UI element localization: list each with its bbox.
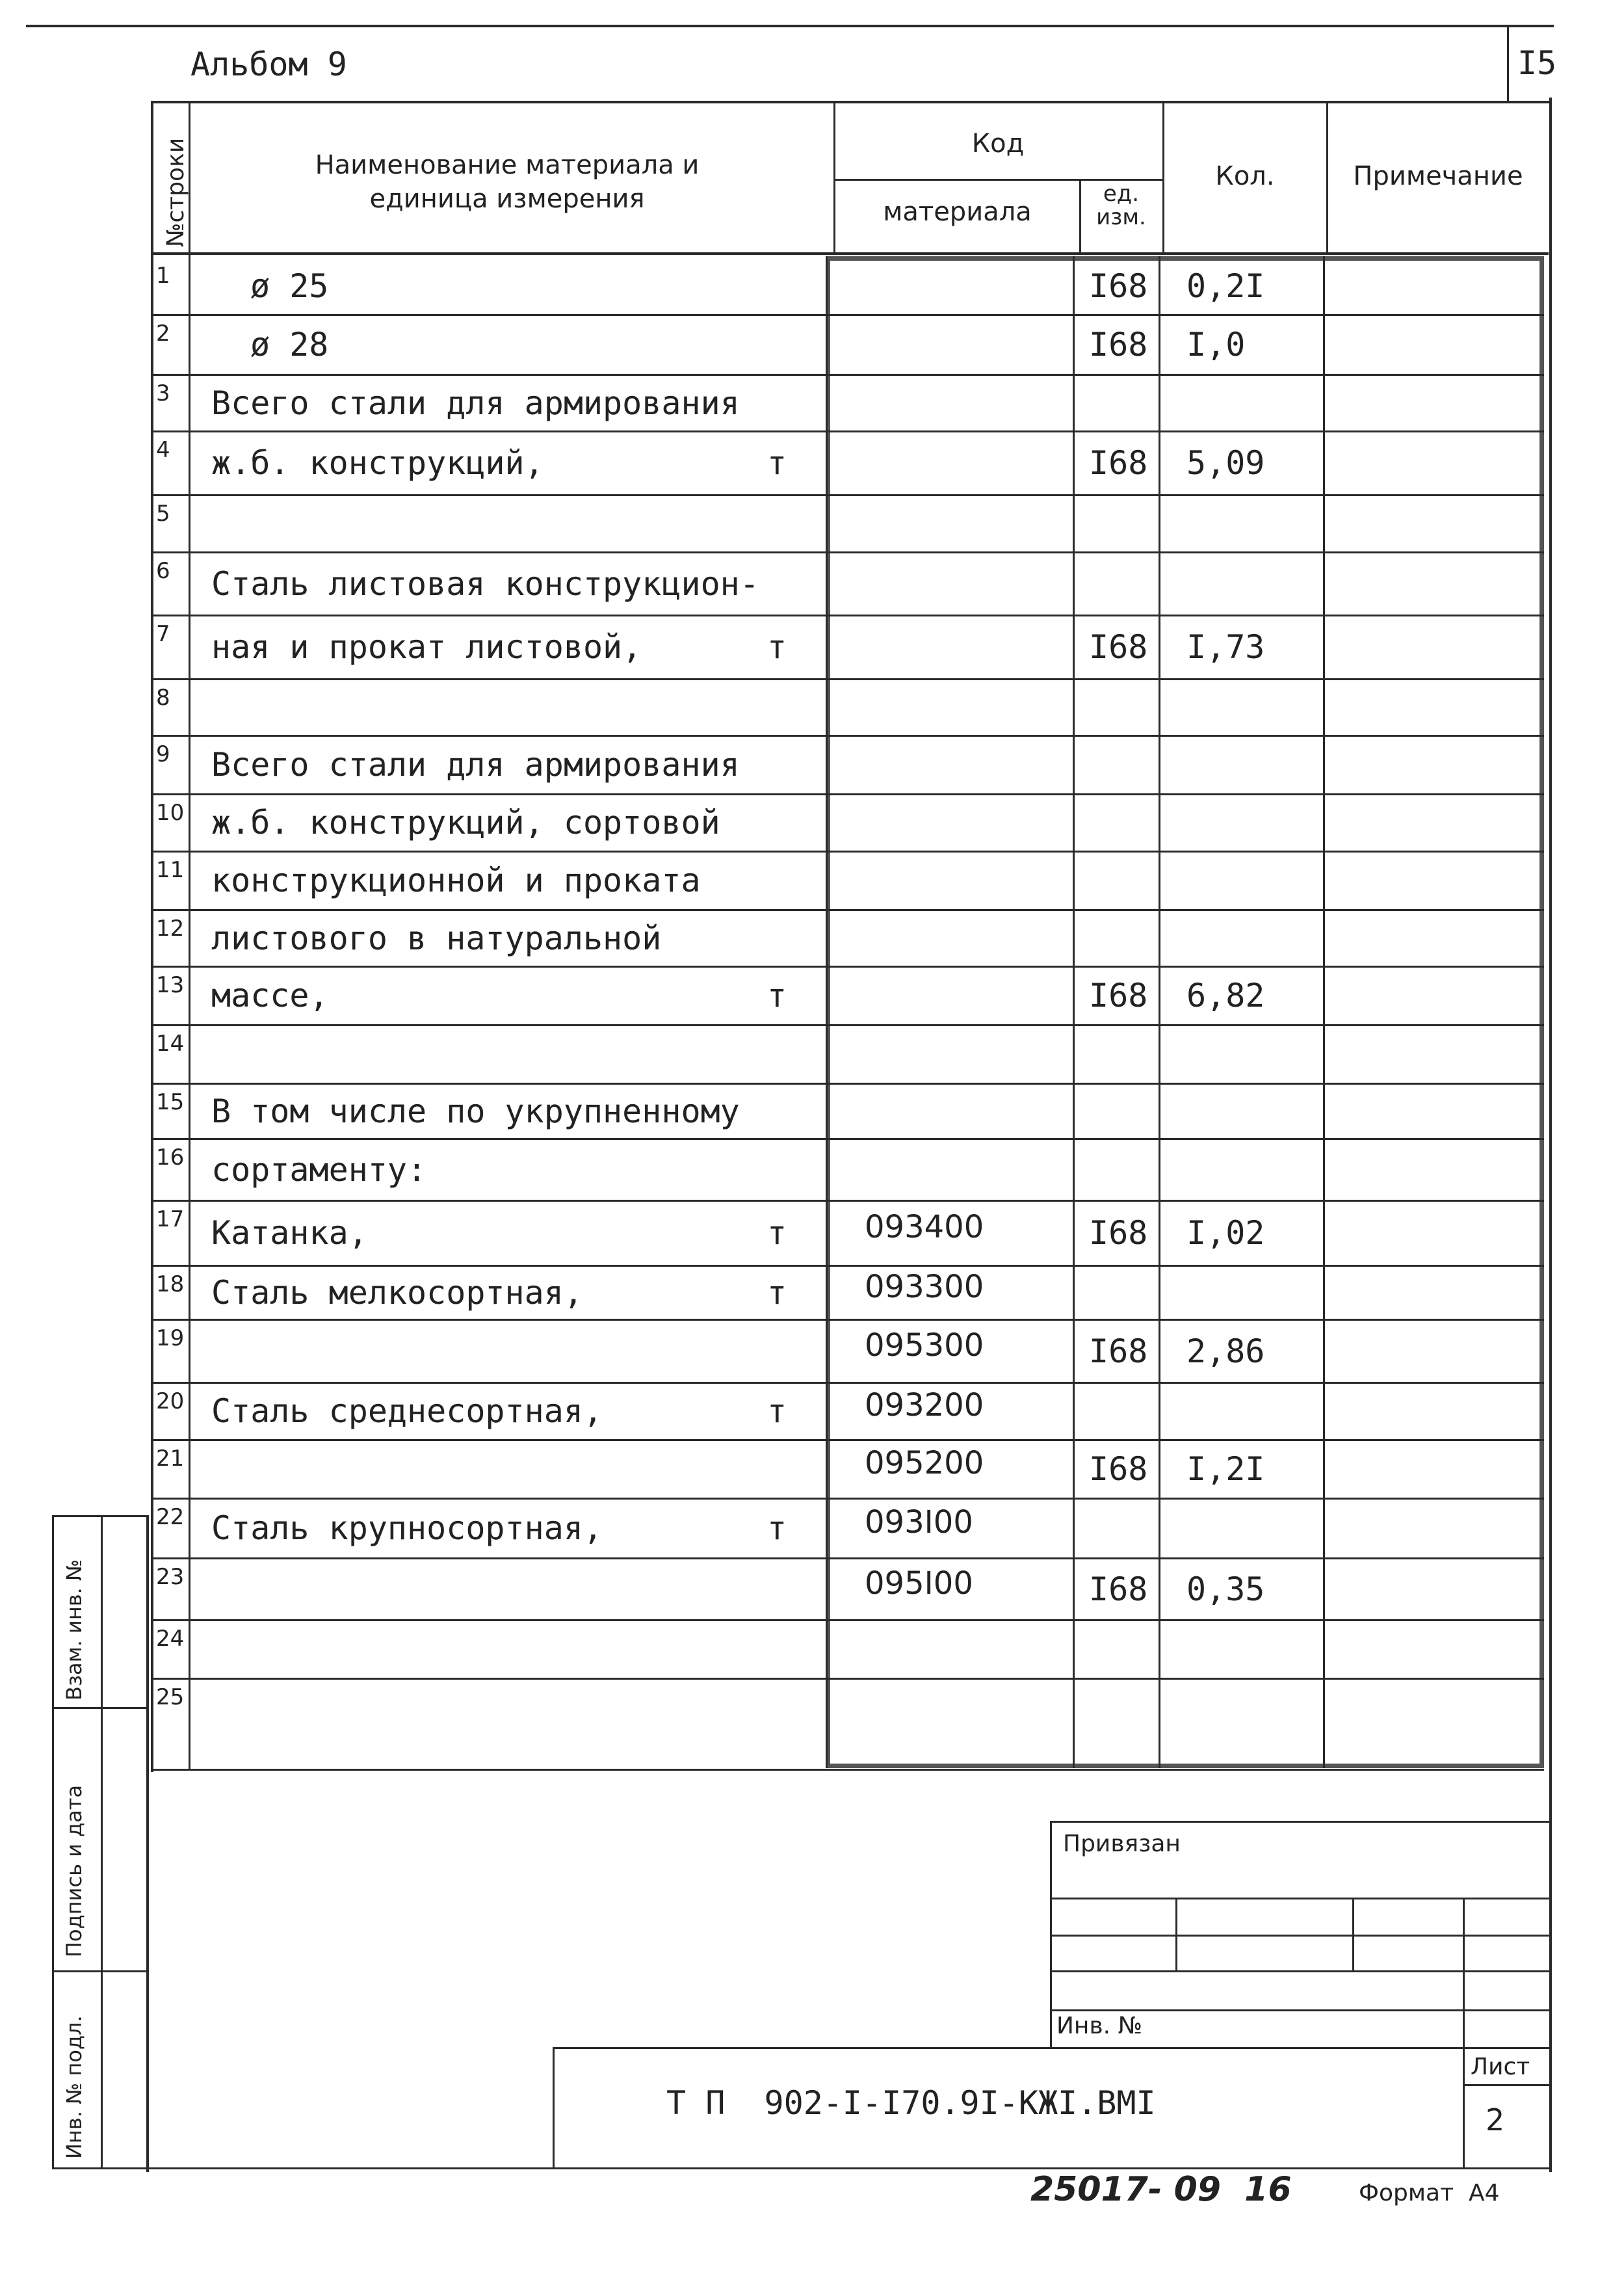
row-name: Сталь мелкосортная, xyxy=(211,1273,583,1312)
header-code-unit: ед. изм. xyxy=(1096,181,1146,230)
side-stamp-div2 xyxy=(52,1970,148,1972)
row-line xyxy=(151,1382,1544,1384)
row-unit: I68 xyxy=(1089,267,1148,305)
row-unit-t: т xyxy=(767,444,787,482)
row-unit: I68 xyxy=(1089,1214,1148,1252)
row-qty: 2,86 xyxy=(1186,1332,1265,1370)
row-number: 6 xyxy=(156,558,170,584)
row-line xyxy=(151,851,1544,853)
row-name: ная и прокат листовой, xyxy=(211,628,642,666)
row-unit: I68 xyxy=(1089,1570,1148,1608)
side-vzam: Взам. инв. № xyxy=(62,1559,86,1700)
row-unit-t: т xyxy=(767,1392,787,1430)
row-unit-t: т xyxy=(767,1509,787,1547)
row-qty: I,0 xyxy=(1186,326,1246,364)
row-line xyxy=(151,678,1544,680)
row-name: ø 25 xyxy=(250,267,329,305)
tb-designation: Т П 902-I-I70.9I-КЖI.ВМI xyxy=(666,2084,1156,2122)
row-number: 20 xyxy=(156,1388,185,1414)
row-name: листового в натуральной xyxy=(211,919,662,957)
body-col-unit xyxy=(1159,256,1160,1768)
row-line xyxy=(151,374,1544,376)
header-bottom xyxy=(151,252,1549,255)
tb-privyazan: Привязан xyxy=(1063,1831,1181,1857)
col-name-line xyxy=(833,101,835,254)
row-line xyxy=(151,1138,1544,1140)
row-unit: I68 xyxy=(1089,1450,1148,1488)
row-line xyxy=(151,1769,1544,1771)
row-number: 4 xyxy=(156,437,170,463)
row-name: Катанка, xyxy=(211,1214,368,1252)
row-number: 17 xyxy=(156,1206,185,1232)
row-number: 2 xyxy=(156,321,170,347)
row-line xyxy=(151,551,1544,553)
frame-right xyxy=(1549,98,1552,2172)
row-code: 093300 xyxy=(865,1268,984,1305)
row-qty: I,73 xyxy=(1186,628,1265,666)
row-number: 5 xyxy=(156,501,170,527)
row-line xyxy=(151,1498,1544,1500)
row-unit-t: т xyxy=(767,977,787,1014)
side-stamp-left xyxy=(52,1515,54,2169)
row-number: 23 xyxy=(156,1564,185,1590)
row-name: ø 28 xyxy=(250,326,329,364)
row-name: Всего стали для армирования xyxy=(211,384,740,422)
row-line xyxy=(151,1265,1544,1267)
header-qty: Кол. xyxy=(1215,161,1275,191)
frame-right-top xyxy=(1507,26,1509,101)
row-number: 24 xyxy=(156,1626,185,1652)
table-left xyxy=(151,101,153,1772)
row-qty: 0,2I xyxy=(1186,267,1265,305)
row-number: 16 xyxy=(156,1144,185,1171)
row-line xyxy=(151,1557,1544,1559)
side-stamp-inner xyxy=(101,1515,103,2169)
tb-v3 xyxy=(1463,1898,1465,2167)
row-name: Сталь листовая конструкцион- xyxy=(211,564,759,603)
row-number: 21 xyxy=(156,1446,185,1472)
row-line xyxy=(151,1439,1544,1441)
frame-left-lower xyxy=(146,1515,149,2172)
header-name: Наименование материала и единица измерения xyxy=(315,150,700,214)
row-unit-t: т xyxy=(767,1273,787,1312)
row-number: 18 xyxy=(156,1271,185,1297)
row-unit: I68 xyxy=(1089,977,1148,1014)
row-code: 095I00 xyxy=(865,1565,973,1602)
row-code: 093400 xyxy=(865,1209,984,1245)
row-name: ж.б. конструкций, xyxy=(211,444,544,482)
row-line xyxy=(151,966,1544,968)
row-unit: I68 xyxy=(1089,326,1148,364)
side-inv-podl: Инв. № подл. xyxy=(62,2015,86,2159)
row-qty: 6,82 xyxy=(1186,977,1265,1014)
row-name: массе, xyxy=(211,977,329,1014)
row-unit-t: т xyxy=(767,628,787,666)
row-line xyxy=(151,1200,1544,1202)
page-number: I5 xyxy=(1517,44,1557,82)
row-line xyxy=(151,1619,1544,1621)
row-unit: I68 xyxy=(1089,444,1148,482)
side-podpis: Подпись и дата xyxy=(62,1784,86,1957)
tb-sheet-line xyxy=(1463,2084,1551,2086)
row-number: 13 xyxy=(156,972,185,998)
tb-inv-no: Инв. № xyxy=(1056,2013,1143,2039)
row-number: 25 xyxy=(156,1684,185,1710)
body-col-name xyxy=(826,256,828,1768)
row-name: сортаменту: xyxy=(211,1150,427,1189)
header-code: Код xyxy=(971,129,1025,159)
table-top xyxy=(151,101,1552,103)
row-line xyxy=(151,314,1544,316)
row-line xyxy=(151,1678,1544,1680)
header-note: Примечание xyxy=(1353,161,1523,191)
row-number: 19 xyxy=(156,1325,185,1351)
tb-v1 xyxy=(1175,1898,1177,1972)
row-unit: I68 xyxy=(1089,1332,1148,1370)
tb-main-top xyxy=(553,2047,1551,2049)
tb-sheet-number: 2 xyxy=(1486,2102,1505,2137)
row-name: ж.б. конструкций, сортовой xyxy=(211,804,720,841)
row-number: 12 xyxy=(156,916,185,942)
row-number: 15 xyxy=(156,1089,185,1115)
row-code: 095300 xyxy=(865,1327,984,1364)
row-code: 093I00 xyxy=(865,1504,973,1541)
row-line xyxy=(151,1024,1544,1026)
footer-format: Формат А4 xyxy=(1359,2180,1500,2206)
row-name: Всего стали для армирования xyxy=(211,746,740,784)
row-number: 10 xyxy=(156,800,185,826)
row-code: 095200 xyxy=(865,1445,984,1481)
row-name: конструкционной и проката xyxy=(211,862,701,899)
row-line xyxy=(151,1083,1544,1085)
row-line xyxy=(151,909,1544,911)
tb-line2 xyxy=(1050,1935,1551,1937)
header-code-material: материала xyxy=(883,197,1032,227)
row-line xyxy=(151,1319,1544,1321)
row-number: 14 xyxy=(156,1031,185,1057)
tb-v2 xyxy=(1352,1898,1354,1972)
row-line xyxy=(151,793,1544,795)
row-qty: I,2I xyxy=(1186,1450,1265,1488)
tb-line3 xyxy=(1050,1970,1551,1972)
row-name: Сталь крупносортная, xyxy=(211,1509,603,1547)
row-number: 1 xyxy=(156,263,170,289)
album-label: Альбом 9 xyxy=(190,46,347,83)
row-name: Сталь среднесортная, xyxy=(211,1392,603,1430)
row-number: 9 xyxy=(156,741,170,767)
tb-line4 xyxy=(1050,2009,1551,2011)
tb-top xyxy=(1050,1821,1551,1823)
row-qty: 5,09 xyxy=(1186,444,1265,482)
body-col-code xyxy=(1073,256,1075,1768)
side-stamp-top xyxy=(52,1515,148,1517)
row-unit: I68 xyxy=(1089,628,1148,666)
col-rownum-line xyxy=(189,101,190,1769)
body-thick-frame xyxy=(826,256,1544,1768)
row-number: 22 xyxy=(156,1504,185,1530)
tb-line1 xyxy=(1050,1898,1551,1899)
tb-sheet-label: Лист xyxy=(1471,2054,1530,2080)
row-code: 093200 xyxy=(865,1387,984,1423)
row-line xyxy=(151,494,1544,496)
row-unit-t: т xyxy=(767,1214,787,1252)
row-line xyxy=(151,615,1544,616)
row-number: 11 xyxy=(156,857,185,883)
side-stamp-bottom xyxy=(52,2167,1551,2169)
row-name: В том числе по укрупненному xyxy=(211,1092,740,1130)
row-line xyxy=(151,430,1544,432)
frame-top xyxy=(26,25,1554,27)
row-qty: 0,35 xyxy=(1186,1570,1265,1608)
body-col-qty xyxy=(1323,256,1325,1768)
row-number: 3 xyxy=(156,380,170,406)
row-number: 8 xyxy=(156,685,170,711)
row-qty: I,02 xyxy=(1186,1214,1265,1252)
footer-handwritten: 25017- 09 16 xyxy=(1030,2170,1292,2209)
side-stamp-div1 xyxy=(52,1707,148,1709)
row-number: 7 xyxy=(156,621,170,647)
row-line xyxy=(151,735,1544,737)
tb-main-left xyxy=(553,2047,555,2167)
